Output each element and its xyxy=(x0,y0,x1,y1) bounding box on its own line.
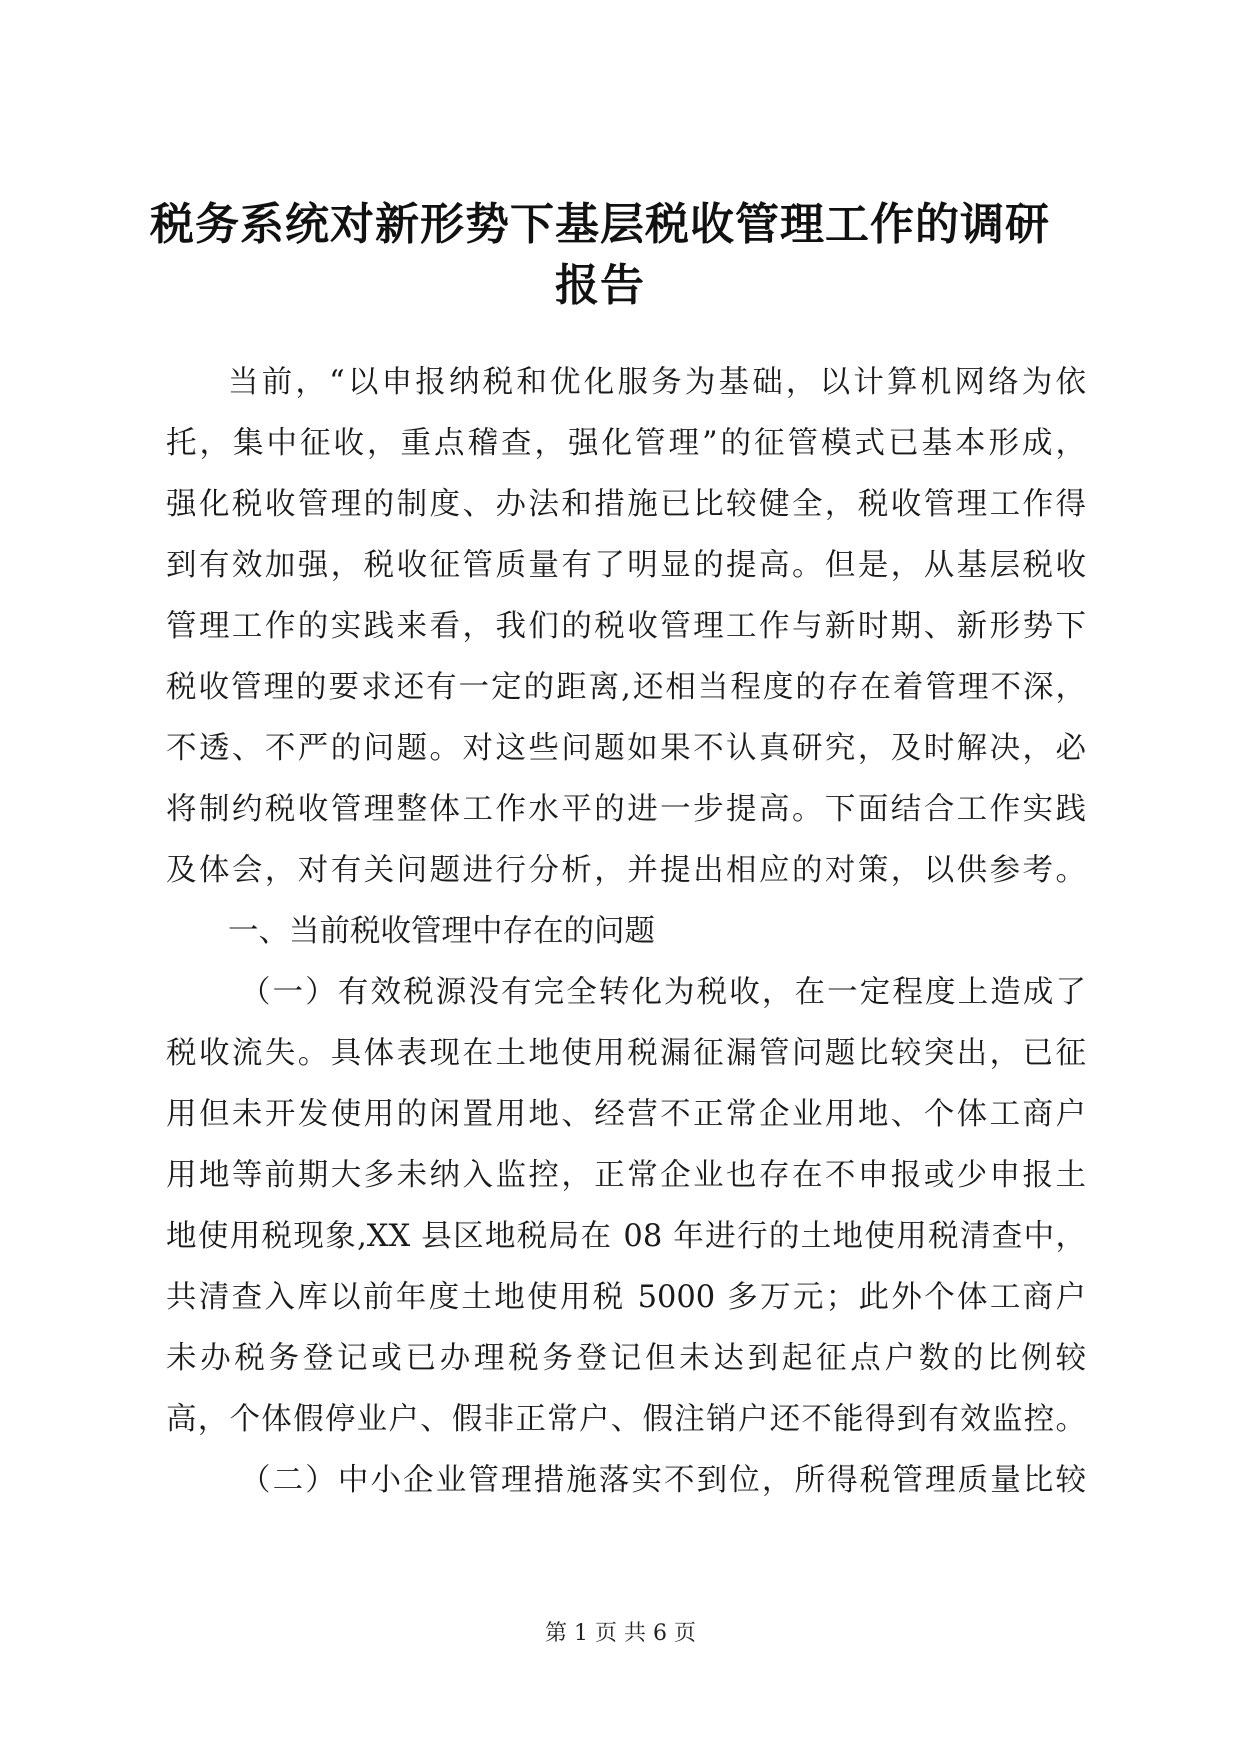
body-line: 地使用税现象,XX 县区地税局在 08 年进行的土地使用税清查中， xyxy=(166,1219,1086,1254)
body-line: 到有效加强，税收征管质量有了明显的提高。但是，从基层税收 xyxy=(166,548,1086,583)
body-line: 强化税收管理的制度、办法和措施已比较健全，税收管理工作得 xyxy=(166,487,1086,522)
body-line: 用地等前期大多未纳入监控，正常企业也存在不申报或少申报土 xyxy=(166,1158,1086,1193)
body-line: （一）有效税源没有完全转化为税收，在一定程度上造成了 xyxy=(240,975,1086,1010)
body-line: 及体会，对有关问题进行分析，并提出相应的对策，以供参考。 xyxy=(166,853,1086,888)
body-line: 当前，“以申报纳税和优化服务为基础，以计算机网络为依 xyxy=(228,365,1086,400)
body-line: 用但未开发使用的闲置用地、经营不正常企业用地、个体工商户 xyxy=(166,1097,1086,1132)
body-line: 共清查入库以前年度土地使用税 5000 多万元；此外个体工商户 xyxy=(166,1280,1086,1315)
body-line: 不透、不严的问题。对这些问题如果不认真研究，及时解决，必 xyxy=(166,731,1086,766)
body-line: 托，集中征收，重点稽查，强化管理”的征管模式已基本形成， xyxy=(166,426,1086,461)
document-title-line-2: 报告 xyxy=(555,260,645,311)
body-line: 将制约税收管理整体工作水平的进一步提高。下面结合工作实践 xyxy=(166,792,1086,827)
document-title-line-1: 税务系统对新形势下基层税收管理工作的调研 xyxy=(150,199,1050,250)
body-line: （二）中小企业管理措施落实不到位，所得税管理质量比较 xyxy=(240,1463,1086,1498)
body-line: 税收流失。具体表现在土地使用税漏征漏管问题比较突出，已征 xyxy=(166,1036,1086,1071)
section-heading: 一、当前税收管理中存在的问题 xyxy=(228,914,655,949)
page-number-footer: 第 1 页 共 6 页 xyxy=(545,1621,696,1646)
body-line: 管理工作的实践来看，我们的税收管理工作与新时期、新形势下 xyxy=(166,609,1086,644)
body-line: 未办税务登记或已办理税务登记但未达到起征点户数的比例较 xyxy=(166,1341,1086,1376)
body-line: 高，个体假停业户、假非正常户、假注销户还不能得到有效监控。 xyxy=(166,1402,1086,1437)
document-body xyxy=(166,352,1086,1511)
body-line: 税收管理的要求还有一定的距离,还相当程度的存在着管理不深， xyxy=(166,670,1086,705)
